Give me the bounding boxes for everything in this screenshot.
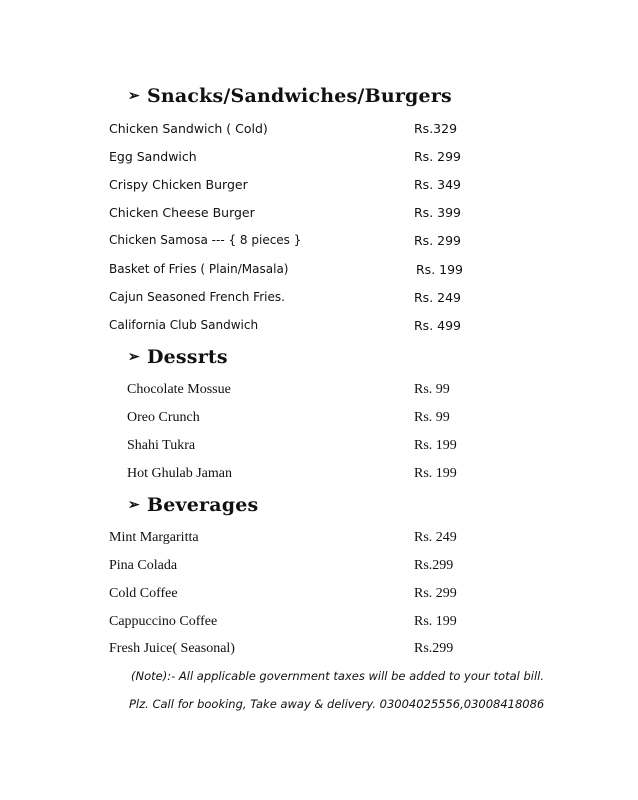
- menu-item-price: Rs. 299: [414, 233, 462, 248]
- arrow-bullet-icon: ➢: [128, 88, 140, 104]
- menu-item-price: Rs. 249: [414, 290, 462, 305]
- menu-item-price: Rs. 499: [414, 318, 462, 333]
- menu-item-name: Shahi Tukra: [127, 438, 196, 453]
- menu-item-name: Cappuccino Coffee: [109, 614, 218, 629]
- menu-item-name: Pina Colada: [109, 558, 178, 573]
- menu-item-name: Egg Sandwich: [109, 149, 197, 164]
- menu-item-price: Rs.299: [414, 558, 454, 573]
- menu-item-price: Rs. 299: [414, 586, 457, 601]
- section-heading-snacks: [128, 85, 452, 107]
- menu-item-name: Mint Margaritta: [109, 530, 199, 545]
- section-heading-beverages: [128, 494, 258, 516]
- section-title: Beverages: [146, 494, 259, 516]
- menu-item-price: Rs. 349: [414, 177, 462, 192]
- menu-item-name: Crispy Chicken Burger: [109, 177, 248, 192]
- menu-item-name: Cold Coffee: [109, 586, 178, 601]
- menu-item-name: Fresh Juice( Seasonal): [109, 641, 235, 656]
- menu-item-price: Rs.299: [414, 641, 454, 656]
- menu-item-name: California Club Sandwich: [109, 318, 259, 332]
- menu-item-price: Rs. 199: [414, 466, 457, 481]
- arrow-bullet-icon: ➢: [128, 497, 140, 513]
- menu-item-name: Chicken Samosa --- { 8 pieces }: [109, 233, 302, 247]
- menu-item-name: Oreo Crunch: [127, 410, 200, 425]
- menu-item-name: Cajun Seasoned French Fries.: [109, 290, 285, 304]
- menu-item-name: Basket of Fries ( Plain/Masala): [109, 262, 289, 276]
- menu-item-price: Rs. 99: [414, 382, 450, 397]
- menu-item-name: Chicken Cheese Burger: [109, 205, 255, 220]
- menu-item-price: Rs. 249: [414, 530, 457, 545]
- menu-item-price: Rs.329: [414, 121, 458, 136]
- menu-item-price: Rs. 99: [414, 410, 450, 425]
- menu-item-name: Chocolate Mossue: [127, 382, 231, 397]
- menu-item-name: Chicken Sandwich ( Cold): [109, 121, 268, 136]
- arrow-bullet-icon: ➢: [128, 349, 140, 365]
- menu-item-price: Rs. 399: [414, 205, 462, 220]
- contact-note: Plz. Call for booking, Take away & delivery. 03004025556,03008418086: [129, 697, 545, 711]
- menu-item-price: Rs. 299: [414, 149, 462, 164]
- section-title: Snacks/Sandwiches/Burgers: [146, 85, 452, 107]
- tax-note: (Note):- All applicable government taxes will be added to your total bill.: [131, 669, 545, 683]
- section-heading-desserts: [128, 346, 228, 368]
- menu-item-price: Rs. 199: [414, 438, 457, 453]
- menu-item-name: Hot Ghulab Jaman: [127, 466, 232, 481]
- section-title: Dessrts: [146, 346, 228, 368]
- menu-item-price: Rs. 199: [414, 614, 457, 629]
- menu-item-price: Rs. 199: [416, 262, 464, 277]
